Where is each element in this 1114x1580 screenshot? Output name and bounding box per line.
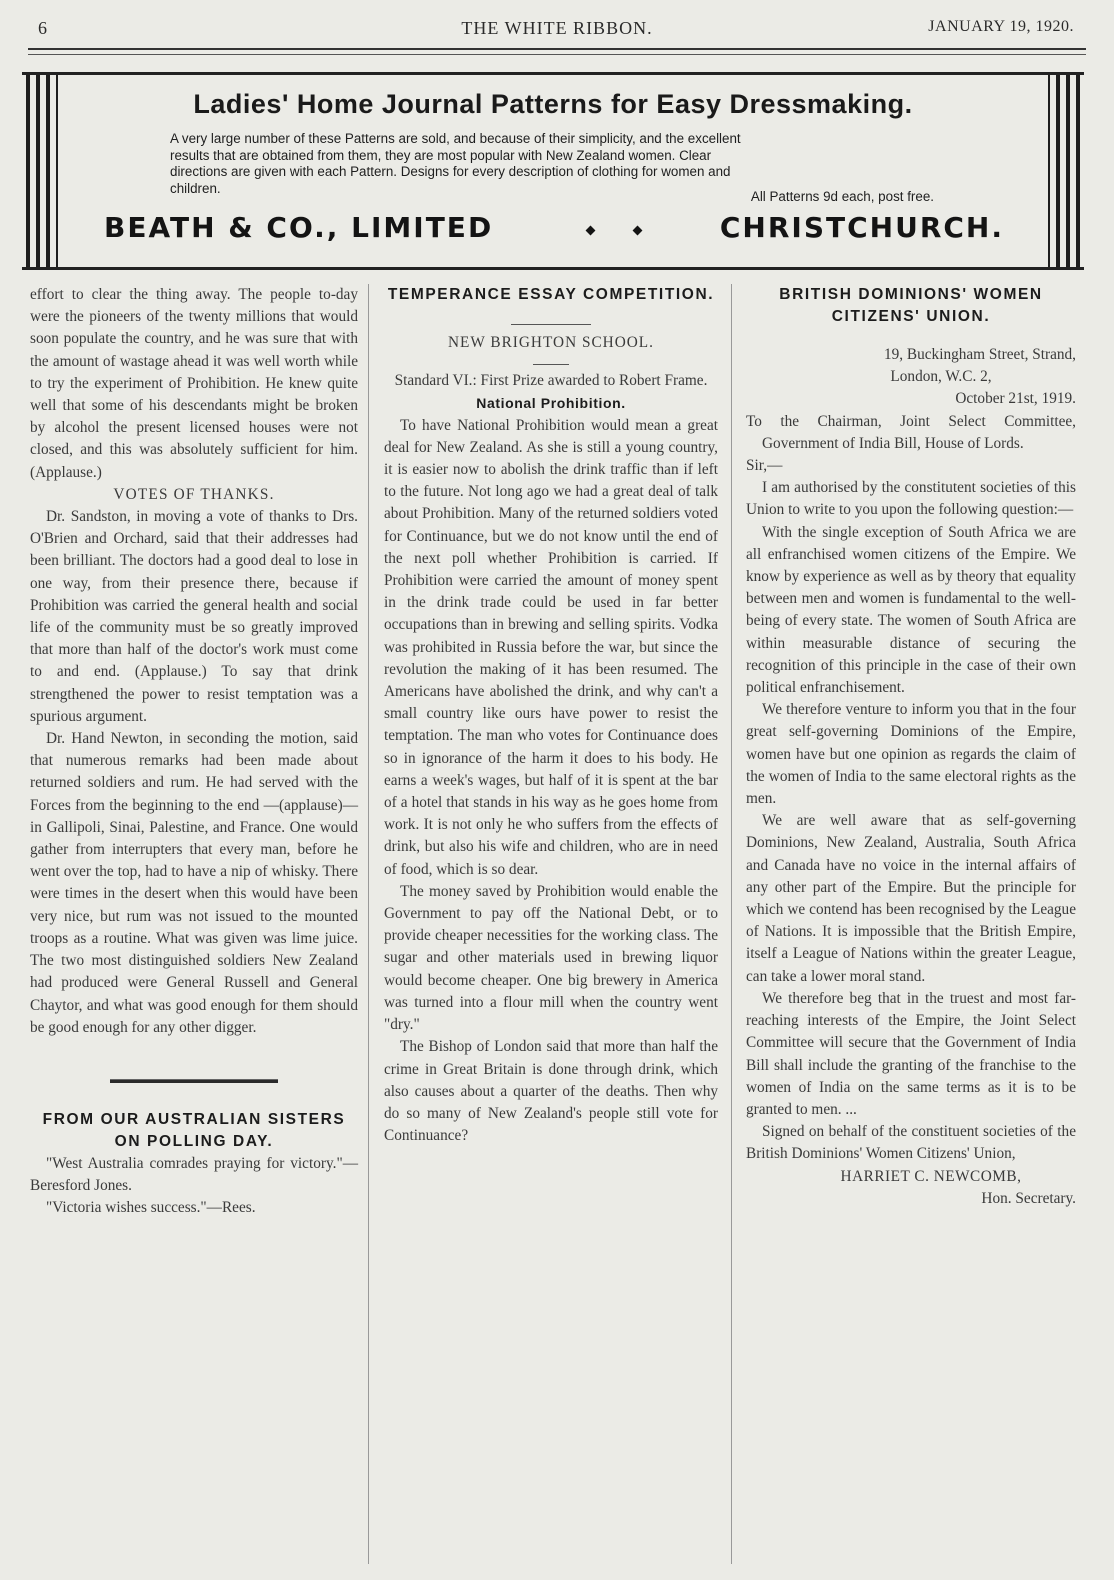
signature-title: Hon. Secretary. bbox=[981, 1189, 1076, 1207]
letter-paragraph: With the single exception of South Africa we are all enfranchised women citizens of the Empire. We know by experience as well as by theory that equality between men and women is fundamental to the well-being of every state. The women of South Africa are within measurable distance of securing the recognition of this principle in the case of their own political enfranchisement. bbox=[746, 523, 1076, 697]
ad-body-line: A very large number of these Patterns are sold, and because of their simplicity, and the excellent bbox=[170, 131, 741, 146]
letter-paragraph: Signed on behalf of the constituent societies of the British Dominions' Women Citizens' Union, bbox=[746, 1123, 1076, 1163]
australian-sisters-heading: FROM OUR AUSTRALIAN SISTERS ON POLLING DAY. bbox=[42, 1110, 346, 1150]
ad-city: CHRISTCHURCH. bbox=[719, 211, 1004, 244]
divider bbox=[533, 364, 569, 365]
column-3 bbox=[746, 284, 1076, 1210]
masthead-rule bbox=[28, 48, 1086, 50]
ad-company-name: BEATH & CO., LIMITED bbox=[104, 211, 494, 244]
ad-body-line: directions are given with each Pattern. Designs for every description of clothing for women and bbox=[170, 164, 731, 179]
signature-name: HARRIET C. NEWCOMB, bbox=[840, 1167, 1022, 1185]
issue-date: JANUARY 19, 1920. bbox=[928, 18, 1074, 35]
union-heading: BRITISH DOMINIONS' WOMEN CITIZENS' UNION. bbox=[779, 286, 1043, 325]
masthead-rule-thin bbox=[28, 54, 1086, 55]
page-number: 6 bbox=[38, 18, 47, 38]
votes-of-thanks-heading: VOTES OF THANKS. bbox=[113, 485, 275, 503]
letter-recipient: To the Chairman, Joint Select Committee, Government of India Bill, House of Lords. bbox=[746, 412, 1076, 452]
newspaper-title: THE WHITE RIBBON. bbox=[461, 18, 653, 38]
column-2 bbox=[384, 284, 718, 1147]
award-line: Standard VI.: First Prize awarded to Robert Frame. bbox=[394, 372, 708, 390]
letter-address: London, W.C. 2, bbox=[890, 368, 992, 386]
telegram-quote: "Victoria wishes success."—Rees. bbox=[46, 1199, 256, 1217]
divider bbox=[511, 324, 591, 325]
ad-left-bars bbox=[22, 75, 64, 267]
letter-paragraph: I am authorised by the constitutent societies of this Union to write to you upon the following question:— bbox=[746, 479, 1076, 519]
ad-body bbox=[170, 131, 934, 197]
column-divider bbox=[731, 284, 732, 1564]
essay-title: National Prohibition. bbox=[476, 395, 626, 412]
column-1 bbox=[30, 284, 358, 1220]
column-divider bbox=[368, 284, 369, 1564]
ad-body-line: children. bbox=[170, 180, 221, 196]
masthead bbox=[30, 10, 1084, 50]
essay-competition-heading: TEMPERANCE ESSAY COMPETITION. bbox=[387, 286, 715, 303]
article-paragraph: Dr. Hand Newton, in seconding the motion, said that numerous remarks had been made about returned soldiers and rum. He had served with the Forces from the beginning to the end —(applause)—in Gallipoli, Sinai, Palestine, and France. One would gather from interrupters that every man, before he went over the top, had to have a nip of whisky. There were times in the desert when this would have been very nice, but rum was not issued to the mounted troops as a routine. What was given was lime juice. The two most distinguished soldiers New Zealand had produced were General Russell and General Chaytor, and what was good enough for them should be good enough for any other digger. bbox=[30, 730, 358, 1036]
letter-paragraph: We are well aware that as self-governing Dominions, New Zealand, Australia, South Africa and Canada have no voice in the internal affairs of any other part of the Empire. But the principle for which we contend has been recognised by the League of Nations. It is impossible that the British Empire, itself a League of Nations within the greater League, can take a lower moral stand. bbox=[746, 812, 1076, 985]
article-paragraph: The Bishop of London said that more than half the crime in Great Britain is done through drink, which also causes about a quarter of the deaths. Then why do so many of New Zealand's people still vote for Continuance? bbox=[384, 1038, 718, 1145]
letter-paragraph: We therefore venture to inform you that in the four great self-governing Dominions of the Empire, women have but one opinion as regards the claim of the women of India to the same electoral rights as the men. bbox=[746, 701, 1076, 808]
article-paragraph: The money saved by Prohibition would enable the Government to pay off the National Debt, or to provide cheaper necessities for the working class. The sugar and other materials used in brewing liquor would become cheaper. One big brewery in America was turned into a flour mill when the country went "dry." bbox=[384, 882, 718, 1034]
separator-dot bbox=[586, 226, 596, 236]
article-paragraph: Dr. Sandston, in moving a vote of thanks to Drs. O'Brien and Orchard, said that their addresses had been brilliant. The doctors had a good deal to lose in one way, from their presence there, because if Prohibition was carried the general health and social life of the community must be so greatly improved that more than half of the doctor's work must come to and end. (Applause.) To say that drink strengthened the power to resist temptation was a spurious argument. bbox=[30, 508, 358, 725]
ad-right-bars bbox=[1042, 75, 1084, 267]
school-name: NEW BRIGHTON SCHOOL. bbox=[448, 334, 654, 351]
letter-paragraph: We therefore beg that in the truest and most far-reaching interests of the Empire, the Joint Select Committee will secure that the Government of India Bill shall include the granting of the franchise to the women of India on the same terms as it is to be granted to men. ... bbox=[746, 989, 1076, 1118]
letter-salutation: Sir,— bbox=[746, 457, 783, 475]
telegram-quote: "West Australia comrades praying for victory."—Beresford Jones. bbox=[30, 1154, 358, 1195]
article-paragraph: To have National Prohibition would mean a great deal for New Zealand. As she is still a young country, it is easier now to abolish the drink traffic than if left to the future. Not long ago we had a great deal of talk about Prohibition. Many of the returned soldiers voted for Continuance, but we do not know until the end of the next poll whether Prohibition is carried. If Prohibition were carried the amount of money spent in the drink trade could be used in far better occupations than in brewing and selling spirits. Vodka was prohibited in Russia before the war, but since the revolution the making of it has been resumed. The Americans have abolished the drink, and why can't a small country like ours have power to resist the temptation. The man who votes for Continuance does so in ignorance of the harm it does to his body. He earns a week's wages, but half of it is spent at the bar of a hotel that stands in his way as he goes home from work. It is not only he who suffers from the effects of drink, but also his wife and children, who are in need of food, which is so dear. bbox=[384, 416, 718, 878]
advertisement bbox=[22, 72, 1084, 270]
article-paragraph: effort to clear the thing away. The people to-day were the pioneers of the twenty millions that would soon populate the country, and he was sure that with the amount of wastage ahead it was well worth while to try the experiment of Prohibition. He knew quite well that some of his descendants might be broken by alcohol the present licensed houses were not closed, and this was absolutely sufficient for him. (Applause.) bbox=[30, 286, 358, 481]
ad-body-line: results that are obtained from them, they are most popular with New Zealand women. Clear bbox=[170, 147, 712, 163]
ad-headline: Ladies' Home Journal Patterns for Easy Dressmaking. bbox=[193, 89, 913, 119]
ad-price: All Patterns 9d each, post free. bbox=[750, 189, 934, 204]
separator-dot bbox=[633, 226, 643, 236]
letter-date: October 21st, 1919. bbox=[955, 390, 1076, 408]
letter-address: 19, Buckingham Street, Strand, bbox=[883, 346, 1076, 363]
